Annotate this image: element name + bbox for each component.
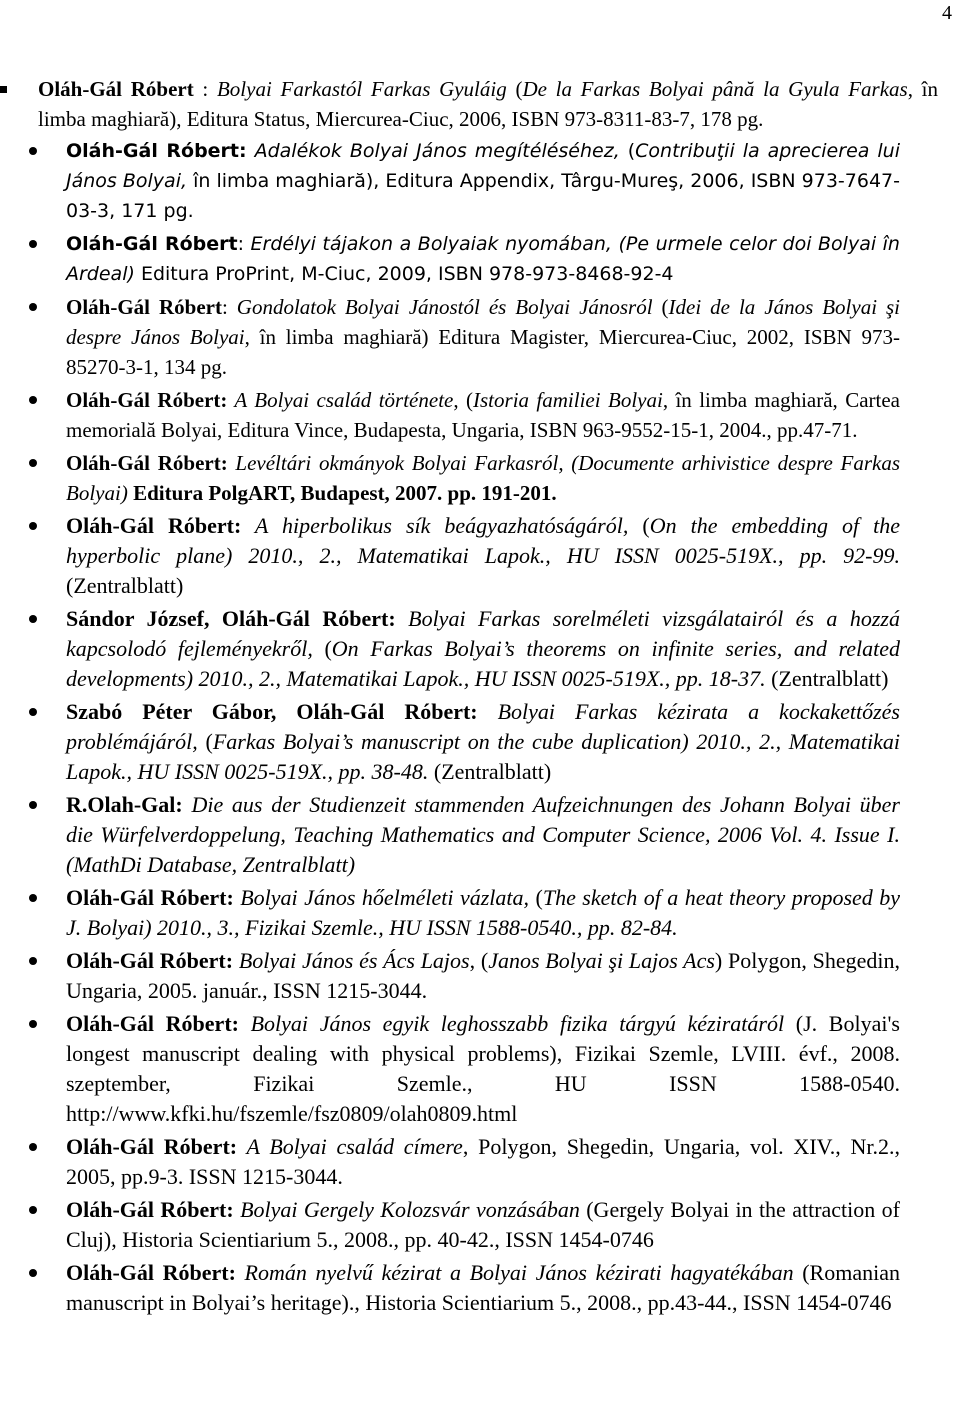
- entry-details: (Zentralblatt): [66, 573, 184, 598]
- publication-entry: [0, 229, 900, 289]
- entry-title: A Bolyai család története: [227, 388, 454, 412]
- publication-entry: [0, 1009, 900, 1129]
- publication-entry: [0, 1132, 900, 1192]
- entry-title: Bolyai Farkastól Farkas Gyuláig: [216, 77, 507, 101]
- entry-author: Szabó Péter Gábor, Oláh-Gál Róbert:: [66, 699, 478, 724]
- entry-paren: (: [628, 513, 650, 538]
- entry-author: Sándor József, Oláh-Gál Róbert:: [66, 606, 396, 631]
- entry-author: Oláh-Gál Róbert:: [66, 1260, 236, 1285]
- entry-separator: :: [221, 295, 237, 319]
- entry-paren: (: [619, 140, 636, 162]
- entry-details: , în limba maghiară) Editura Magister, Miercurea-Ciuc, 2002, ISBN 973-85270-3-1, 134 pg.: [66, 325, 900, 379]
- entry-author: Oláh-Gál Róbert:: [66, 948, 234, 973]
- entry-author: Oláh-Gál Róbert:: [66, 513, 242, 538]
- entry-translation: On the embedding of the hyperbolic plane) 2010., 2., Matematikai Lapok., HU ISSN 0025-519X., pp. 92-99.: [66, 513, 900, 568]
- entry-title: Bolyai János hőelméleti vázlata,: [233, 885, 530, 910]
- entry-details: (J. Bolyai's longest manuscript dealing with physical problems), Fizikai Szemle, LVIII. évf., 2008. szeptember, Fizikai Szemle., HU ISSN 1588-0540. http://www.kfki.hu/fszemle/fsz0809/olah0809.html: [66, 1011, 900, 1126]
- entry-author: Oláh-Gál Róbert:: [66, 1197, 234, 1222]
- publication-entry: [0, 604, 900, 694]
- entry-title: Bolyai Farkas sorelméleti vizsgálatairól és a hozzá kapcsolodó fejleményekről,: [66, 606, 900, 661]
- entry-title: Bolyai János és Ács Lajos: [233, 948, 470, 973]
- entry-translation: De la Farkas Bolyai până la Gyula Farkas: [522, 77, 908, 101]
- publication-entry: [38, 74, 938, 134]
- entry-title: Román nyelvű kézirat a Bolyai János kézirati hagyatékában: [235, 1260, 794, 1285]
- publication-entry: [0, 697, 900, 787]
- entry-translation: Farkas Bolyai’s manuscript on the cube duplication) 2010., 2., Matematikai Lapok., HU ISSN 0025-519X., pp. 38-48.: [66, 729, 901, 784]
- publication-entry: [0, 883, 900, 943]
- entry-author: Oláh-Gál Róbert:: [66, 1134, 238, 1159]
- entry-author: R.Olah-Gal:: [66, 792, 183, 817]
- entry-details: ) Polygon, Shegedin, Ungaria, 2005. január., ISSN 1215-3044.: [66, 948, 900, 1003]
- entry-title: Gondolatok Bolyai Jánostól és Bolyai Jánosról: [236, 295, 653, 319]
- entry-title: Adalékok Bolyai János megítéléséhez,: [246, 140, 620, 162]
- entry-translation: Istoria familiei Bolyai: [473, 388, 663, 412]
- publication-entry: [0, 946, 900, 1006]
- entry-translation: Contribuţii la aprecierea lui János Bolyai,: [66, 140, 900, 192]
- publication-entry: [0, 292, 900, 382]
- entry-paren: (: [506, 77, 523, 101]
- entry-author: Oláh-Gál Róbert:: [66, 1011, 239, 1036]
- entry-author: Oláh-Gál Róbert: [66, 233, 238, 255]
- entry-details: , în limba maghiară), Editura Status, Miercurea-Ciuc, 2006, ISBN 973-8311-83-7, 178 pg.: [38, 77, 938, 131]
- entry-details: (Zentralblatt): [428, 759, 552, 784]
- entry-details: în limba maghiară), Editura Appendix, Târgu-Mureş, 2006, ISBN 973-7647-03-3, 171 pg.: [66, 170, 900, 222]
- entry-author: Oláh-Gál Róbert:: [66, 885, 234, 910]
- entry-details: Editura PolgART, Budapest, 2007. pp. 191-201.: [127, 481, 557, 505]
- entry-paren: (: [197, 729, 213, 754]
- entry-details: , Polygon, Shegedin, Ungaria, vol. XIV., Nr.2., 2005, pp.9-3. ISSN 1215-3044.: [66, 1134, 900, 1189]
- entry-paren: (: [312, 636, 332, 661]
- entry-paren: , (: [453, 388, 474, 412]
- entry-separator: :: [237, 233, 251, 255]
- publication-entry: [0, 448, 900, 508]
- publication-entry: [0, 790, 900, 880]
- publication-entry: [0, 136, 900, 226]
- publication-entry: [0, 385, 900, 445]
- publication-entry: [0, 1258, 900, 1318]
- publication-entry: [0, 511, 900, 601]
- entry-paren: , (: [469, 948, 489, 973]
- entry-title: Bolyai János egyik leghosszabb fizika tárgyú kéziratáról: [238, 1011, 785, 1036]
- entry-separator: :: [193, 77, 217, 101]
- entry-author: Oláh-Gál Róbert: [66, 295, 222, 319]
- publication-entry: [0, 1195, 900, 1255]
- entry-title: A hiperbolikus sík beágyazhatóságáról,: [241, 513, 629, 538]
- entry-details: (Zentralblatt): [765, 666, 889, 691]
- entry-author: Oláh-Gál Róbert:: [66, 451, 228, 475]
- entry-author: Oláh-Gál Róbert: [38, 77, 194, 101]
- entry-title: Levéltári okmányok Bolyai Farkasról, (Documente arhivistice despre Farkas Bolyai): [66, 451, 900, 505]
- entry-title: Die aus der Studienzeit stammenden Aufzeichnungen des Johann Bolyai über die Würfelverdoppelung, Teaching Mathematics and Computer Science, 2006 Vol. 4. Issue I. (MathDi Database, Zentralblatt): [66, 792, 900, 877]
- entry-title: A Bolyai család címere: [237, 1134, 463, 1159]
- entry-translation: On Farkas Bolyai’s theorems on infinite series, and related developments) 2010., 2., Matematikai Lapok., HU ISSN 0025-519X., pp. 18-37.: [66, 636, 901, 691]
- entry-details: , în limba maghiară, Cartea memorială Bolyai, Editura Vince, Budapesta, Ungaria, ISBN 963-9552-15-1, 2004., pp.47-71.: [66, 388, 901, 442]
- entry-title: Bolyai Gergely Kolozsvár vonzásában: [233, 1197, 580, 1222]
- entry-details: Editura ProPrint, M-Ciuc, 2009, ISBN 978-973-8468-92-4: [134, 263, 674, 285]
- entry-title: Bolyai Farkas kézirata a kockakettőzés problémájáról,: [66, 699, 900, 754]
- page-number: 4: [942, 2, 952, 24]
- entry-paren: (: [652, 295, 669, 319]
- entry-author: Oláh-Gál Róbert:: [66, 388, 228, 412]
- entry-translation: The sketch of a heat theory proposed by J. Bolyai) 2010., 3., Fizikai Szemle., HU ISSN 1588-0540., pp. 82-84.: [66, 885, 901, 940]
- entry-author: Oláh-Gál Róbert:: [66, 140, 247, 162]
- entry-details: (Romanian manuscript in Bolyai’s heritage)., Historia Scientiarium 5., 2008., pp.43-44., ISSN 1454-0746: [66, 1260, 900, 1315]
- square-bullet-icon: [0, 86, 7, 93]
- entry-title: Erdélyi tájakon a Bolyaiak nyomában, (Pe urmele celor doi Bolyai în Ardeal): [66, 233, 900, 285]
- entry-details: (Gergely Bolyai in the attraction of Cluj), Historia Scientiarium 5., 2008., pp. 40-42., ISSN 1454-0746: [66, 1197, 900, 1252]
- entry-translation: Idei de la János Bolyai şi despre János Bolyai: [66, 295, 901, 349]
- entry-paren: (: [529, 885, 543, 910]
- publication-list: [0, 136, 900, 1321]
- entry-translation: Janos Bolyai şi Lajos Acs: [488, 948, 715, 973]
